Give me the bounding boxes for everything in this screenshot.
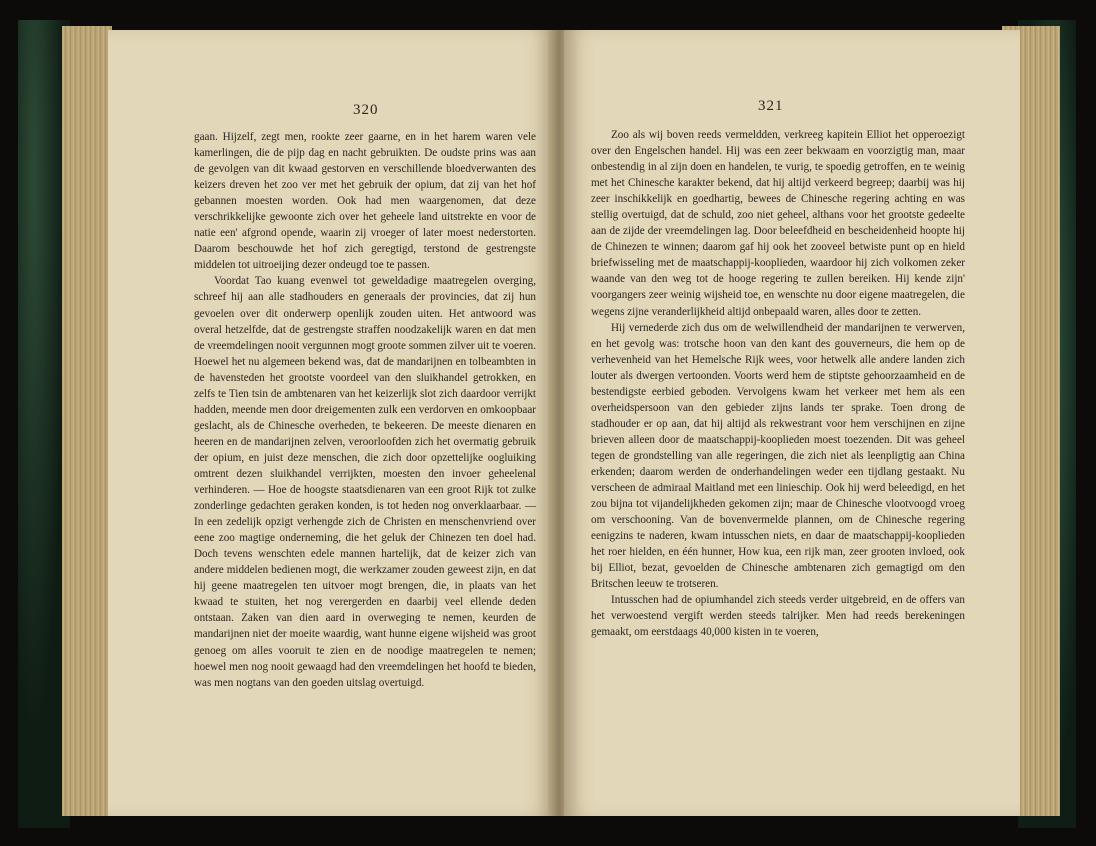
paragraph: Hij vernederde zich dus om de welwillendheid der mandarijnen te verwerven, en het gevolg was: trotsche hoon van den kant des gouverneurs, die hem op de verhevenheid van het Hemelsche Rijk wees, voor hetwelk alle andere landen zich louter als dwergen vertoonden. Voorts werd hem de stiptste gehoorzaamheid en de bestendigste eerbied geboden. Vervolgens kwam het verkeer met hem als een overheidspersoon van den gebieder zijns lands ter sprake. Toen drong de stadhouder er op aan, dat hij altijd als rekwestrant voor hem verschijnen en zijne brieven alleen door de maatschappij-kooplieden moest toezenden. Dit was geheel tegen de grondstelling van alle regeringen, die zich niet als leenpligtig aan China erkenden; daarom werden de onderhandelingen weder een tijdlang gestaakt. Nu verscheen de admiraal Maitland met een linieschip. Ook hij werd beleedigd, en het zou bijna tot vijandelijkheden gekomen zijn; maar de Chinesche vlootvoogd vroeg om verschooning. Van de bovenvermelde plannen, om de Chinesche regering eenigzins te naderen, kwam intusschen niets, en daar de maatschappij-kooplieden het roer hielden, en één hunner, How kua, een rijk man, zeer grooten invloed, ook bij Elliot, bezat, gevoelden de Chinesche ambtenaren zich gemagtigd om den Britschen leeuw te trotseren. (591, 321, 965, 591)
paragraph: Zoo als wij boven reeds vermeldden, verkreeg kapitein Elliot het opperoezigt over den Engelschen handel. Hij was een zeer bekwaam en voorzigtig man, maar onbestendig in al zijn doen en handelen, te vurig, te spoedig getroffen, en te weinig met het Chinesche karakter bekend, dat hij altijd verkeerd begreep; daarbij was hij zeer inschikkelijk en goedhartig, bewees de Chinesche regering achting en was stellig overtuigd, dat de schuld, zoo niet geheel, althans voor het grootste gedeelte aan de zijde der vreemdelingen lag. Door beleefdheid en bescheidenheid hoopte hij de Chinezen te winnen; daarom gaf hij ook het zooveel betwiste punt op en hield briefwisseling met de maatschappij-kooplieden, waardoor hij zich volkomen zeker waande van den weg tot de hooge regering te zullen bereiken. Hij kende zijn' voorgangers zeer weinig wijsheid toe, en wenschte nu door eigene maatregelen, die wegens zijne veranderlijkheid altijd onbepaald waren, alles door te zetten. (591, 129, 965, 318)
paragraph: Intusschen had de opiumhandel zich steeds verder uitgebreid, en de offers van het verwoestend vergift werden steeds talrijker. Men had reeds berekeningen gemaakt, om eerstdaags 40,000 kisten in te voeren, (591, 594, 965, 639)
left-page-edges (62, 26, 112, 816)
left-page (108, 30, 554, 816)
right-page (564, 30, 1020, 816)
right-page-text (591, 127, 965, 641)
paragraph: Voordat Tao kuang evenwel tot geweldadige maatregelen overging, schreef hij aan alle stadhouders en generaals der provincies, dat zij hun gevoelen over dit onderwerp openlijk zouden uiten. Het antwoord was overal hetzelfde, dat de gestrengste straffen noodzakelijk waren en dat men de vreemdelingen nooit vergunnen mogt groote sommen zilver uit te voeren. Hoewel het nu algemeen bekend was, dat de mandarijnen en tolbeambten in de havensteden het grootste voordeel van den sluikhandel getrokken, en zelfs te Tien tsin de ambtenaren van het keizerlijk slot zich daardoor verrijkt hadden, meende men door dreigementen zulk een verdorven en omkoopbaar geslacht, als de Chinesche overheden, te bekeeren. De meeste dienaren en heeren en de mandarijnen zelven, veroorloofden zich het overmatig gebruik der opium, en juist deze menschen, die zich door opzettelijke oogluiking omtrent dezen sluikhandel verrijkten, moesten den invoer geheelenal verhinderen. — Hoe de hoogste staatsdienaren van een groot Rijk tot zulke zonderlinge gedachten geraken konden, is tot heden nog onverklaarbaar. — In een zedelijk opzigt verhengde zich de Christen en menschenvriend over eene zoo magtige onderneming, die het geluk der Chinezen ten doel had. Doch tevens wenschten edele mannen hartelijk, dat de keizer zich van andere middelen bedienen mogt, die werkzamer zouden geweest zijn, en dat hij geene maatregelen ten uitvoer mogt brengen, die, in plaats van het kwaad te stuiten, het nog verergerden en daarbij veel ellende deden ontstaan. Zaken van dien aard in overweging te nemen, keurden de mandarijnen niet der moeite waardig, want hunne eigene wijsheid was groot genoeg om alles vooruit te zien en de noodige maatregelen te nemen; hoewel men nog nooit gewaagd had den vreemdelingen het hoofd te bieden, was men nogtans van den goeden uitslag overtuigd. (194, 275, 536, 689)
left-page-text (194, 129, 536, 691)
paragraph: gaan. Hijzelf, zegt men, rookte zeer gaarne, en in het harem waren vele kamerlingen, die de pijp dag en nacht gebruikten. De oudste prins was aan de gevolgen van dit kwaad gestorven en verschillende bloedverwanten des keizers dreven het zoo ver met het gebruik der opium, dat zij van het hof gebannen moesten worden. Ook had men waargenomen, dat deze verschrikkelijke gewoonte zich over het geheele land uitstrekte en voor de natie een' afgrond opende, waarin zij vroeger of later moest nederstorten. Daarom beschouwde het hof zich geregtigd, terstond de gestrengste middelen tot uitroeijing dezer ondeugd toe te passen. (194, 131, 536, 272)
page-number: 320 (353, 102, 379, 118)
page-number: 321 (758, 98, 784, 114)
